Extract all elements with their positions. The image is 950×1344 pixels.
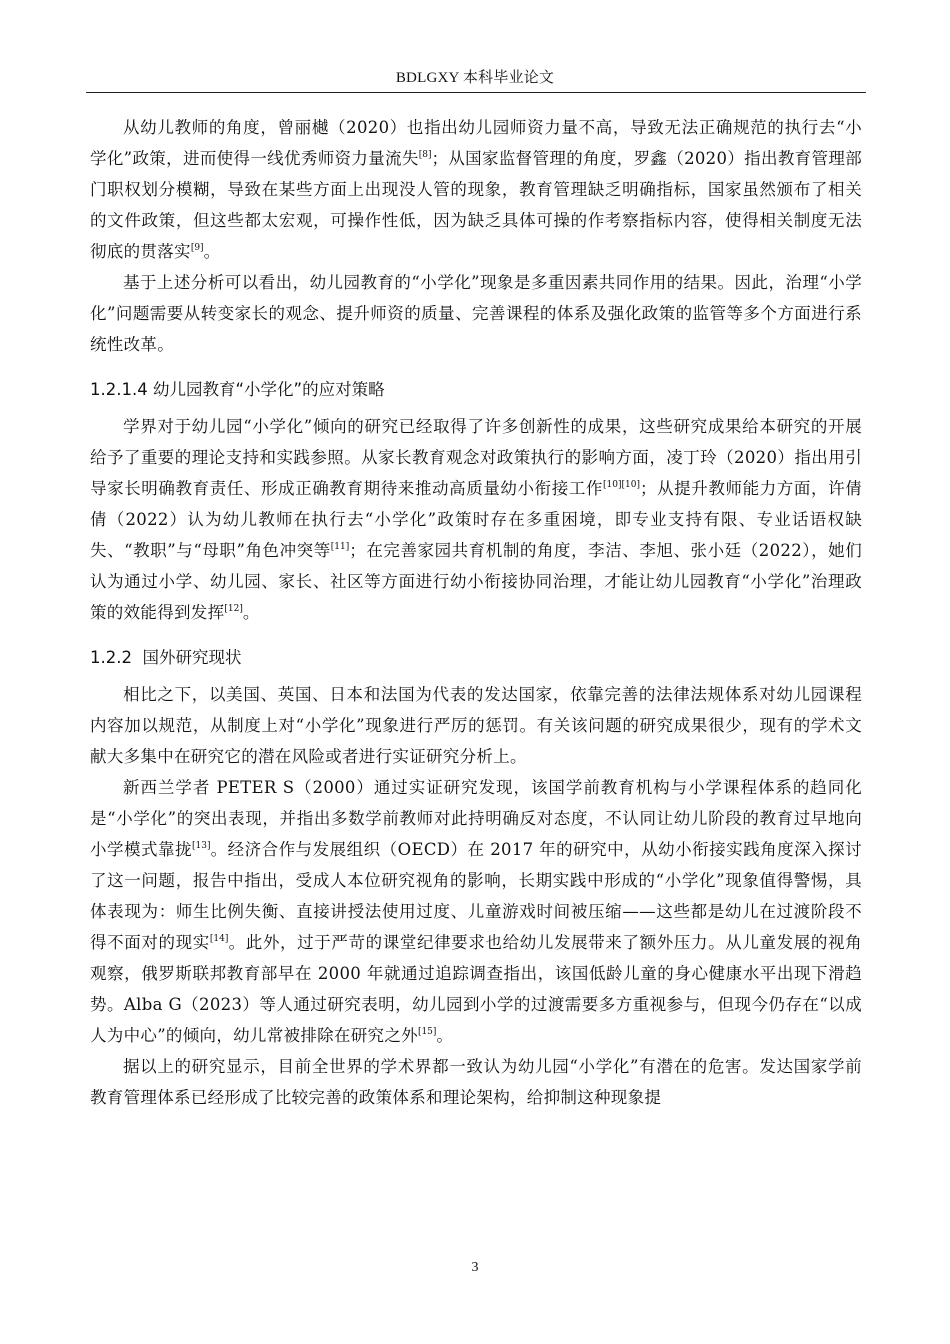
- section-heading-foreign-research: 1.2.2 国外研究现状: [90, 648, 242, 667]
- paragraph-text: ；从提升教师能力方面，许倩倩（2022）认为幼儿教师在执行去“小学化”政策时存在多重困境，即专业支持有限、专业话语权缺失、“教职”与“母职”角色冲突等: [90, 479, 862, 560]
- paragraph-text: 从幼儿教师的角度，曾丽樾（2020）也指出幼儿园师资力量不高，导致无法正确规范的执行去“小学化”政策，进而使得一线优秀师资力量流失: [90, 118, 862, 168]
- paragraph-text: 。此外，过于严苛的课堂纪律要求也给幼儿发展带来了额外压力。从儿童发展的视角观察，俄罗斯联邦教育部早在 2000 年就通过追踪调查指出，该国低龄儿童的身心健康水平出现下滑趋势。Alba G（2023）等人通过研究表明，幼儿园到小学的过渡需要多方重视参与，但现今仍存在“以成人为中心”的倾向，幼儿常被排除在研究之外: [90, 933, 862, 1045]
- paragraph-strategies: [90, 411, 862, 628]
- citation-12: [12]: [224, 604, 243, 614]
- citation-15: [15]: [417, 1027, 437, 1037]
- paragraph-foreign-overview: [90, 679, 862, 772]
- paragraph-text: 相比之下，以美国、英国、日本和法国为代表的发达国家，依靠完善的法律法规体系对幼儿园课程内容加以规范，从制度上对“小学化”现象进行严厉的惩罚。有关该问题的研究成果很少，现有的学术文献大多集中在研究它的潜在风险或者进行实证研究分析上。: [90, 685, 862, 766]
- paragraph-text: 。: [242, 603, 260, 622]
- paragraph-text: 新西兰学者 PETER S（2000）通过实证研究发现，该国学前教育机构与小学课程体系的趋同化是“小学化”的突出表现，并指出多数学前教师对此持明确反对态度，不认同让幼儿阶段的教育过早地向小学模式靠拢: [90, 778, 862, 859]
- paragraph-text: 据以上的研究显示，目前全世界的学术界都一致认为幼儿园“小学化”有潜在的危害。发达国家学前教育管理体系已经形成了比较完善的政策体系和理论架构，给抑制这种现象提: [90, 1057, 862, 1107]
- page-number: 3: [471, 1260, 479, 1275]
- paragraph-text: 。: [203, 242, 221, 261]
- paragraph-foreign-studies: [90, 772, 862, 1051]
- citation-10: [10][10]: [603, 480, 640, 490]
- header-rule: [86, 92, 866, 93]
- section-heading-strategies: 1.2.1.4 幼儿园教育“小学化”的应对策略: [90, 380, 385, 399]
- citation-14: [14]: [209, 934, 229, 944]
- paragraph-text: 学界对于幼儿园“小学化”倾向的研究已经取得了许多创新性的成果，这些研究成果给本研究的开展给予了重要的理论支持和实践参照。从家长教育观念对政策执行的影响方面，凌丁玲（2020）指出用引导家长明确教育责任、形成正确教育期待来推动高质量幼小衔接工作: [90, 417, 862, 498]
- running-header: BDLGXY 本科毕业论文: [395, 70, 555, 86]
- paragraph-conclusion: [90, 1051, 862, 1113]
- citation-9: [9]: [190, 243, 204, 253]
- page-body: [90, 112, 862, 1113]
- citation-11: [11]: [330, 542, 350, 552]
- paragraph-text: ；从国家监督管理的角度，罗鑫（2020）指出教育管理部门职权划分模糊，导致在某些方面上出现没人管的现象，教育管理缺乏明确指标，国家虽然颁布了相关的文件政策，但这些都太宏观，可操作性低，因为缺乏具体可操的作考察指标内容，使得相关制度无法彻底的贯落实: [90, 149, 862, 261]
- paragraph-text: 基于上述分析可以看出，幼儿园教育的“小学化”现象是多重因素共同作用的结果。因此，治理“小学化”问题需要从转变家长的观念、提升师资的质量、完善课程的体系及强化政策的监管等多个方面进行系统性改革。: [90, 273, 862, 354]
- spacer: [90, 360, 862, 374]
- paragraph-teacher-and-supervision: [90, 112, 862, 267]
- paragraph-text: ；在完善家园共育机制的角度，李洁、李旭、张小廷（2022），她们认为通过小学、幼儿园、家长、社区等方面进行幼小衔接协同治理，才能让幼儿园教育“小学化”治理政策的效能得到发挥: [90, 541, 863, 622]
- paragraph-text: 。经济合作与发展组织（OECD）在 2017 年的研究中，从幼小衔接实践角度深入探讨了这一问题，报告中指出，受成人本位研究视角的影响，长期实践中形成的“小学化”现象值得警惕，具体表现为：师生比例失衡、直接讲授法使用过度、儿童游戏时间被压缩——这些都是幼儿在过渡阶段不得不面对的现实: [90, 840, 862, 952]
- paragraph-text: 。: [436, 1026, 454, 1045]
- citation-13: [13]: [192, 841, 211, 851]
- citation-8: [8]: [418, 150, 432, 160]
- spacer: [90, 628, 862, 642]
- paragraph-summary: [90, 267, 862, 360]
